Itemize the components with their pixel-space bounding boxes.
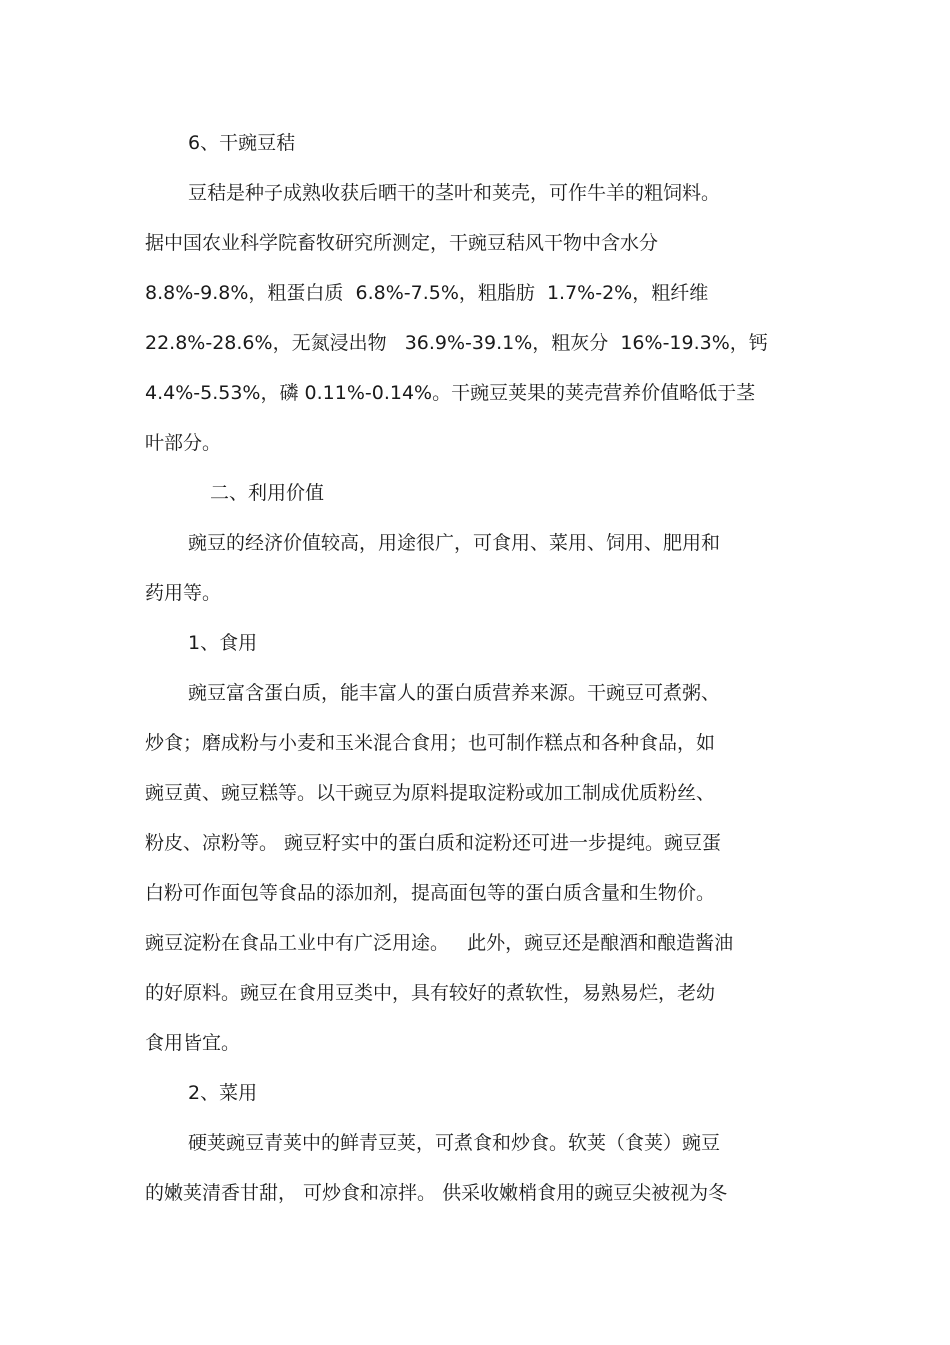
paragraph-line: 4.4%-5.53%，磷 0.11%-0.14%。干豌豆荚果的荚壳营养价值略低于茎 <box>145 382 756 404</box>
paragraph-line: 豆秸是种子成熟收获后晒干的茎叶和荚壳，可作牛羊的粗饲料。 <box>188 182 721 204</box>
paragraph-line: 据中国农业科学院畜牧研究所测定，干豌豆秸风干物中含水分 <box>145 232 659 254</box>
paragraph-line: 豌豆的经济价值较高，用途很广，可食用、菜用、饲用、肥用和 <box>188 532 721 554</box>
paragraph-line: 粉皮、凉粉等。 豌豆籽实中的蛋白质和淀粉还可进一步提纯。豌豆蛋 <box>145 832 722 854</box>
paragraph-line: 豌豆富含蛋白质，能丰富人的蛋白质营养来源。干豌豆可煮粥、 <box>188 682 721 704</box>
paragraph-line: 炒食；磨成粉与小麦和玉米混合食用；也可制作糕点和各种食品，如 <box>145 732 716 754</box>
paragraph-line: 22.8%-28.6%，无氮浸出物 36.9%-39.1%，粗灰分 16%-19.3%，钙 <box>145 332 768 354</box>
paragraph-line: 8.8%-9.8%，粗蛋白质 6.8%-7.5%，粗脂肪 1.7%-2%，粗纤维 <box>145 282 709 304</box>
paragraph-line: 叶部分。 <box>145 432 222 454</box>
paragraph-line: 的嫩荚清香甘甜， 可炒食和凉拌。 供采收嫩梢食用的豌豆尖被视为冬 <box>145 1182 728 1204</box>
paragraph-line: 硬荚豌豆青荚中的鲜青豆荚，可煮食和炒食。软荚（食荚）豌豆 <box>188 1132 721 1154</box>
paragraph-line: 豌豆黄、豌豆糕等。以干豌豆为原料提取淀粉或加工制成优质粉丝、 <box>145 782 716 804</box>
paragraph-line: 的好原料。豌豆在食用豆类中，具有较好的煮软性，易熟易烂，老幼 <box>145 982 716 1004</box>
paragraph-line: 豌豆淀粉在食品工业中有广泛用途。 此外，豌豆还是酿酒和酿造酱油 <box>145 932 734 954</box>
section-heading-food-use: 1、食用 <box>188 632 258 654</box>
section-heading-utilization-value: 二、利用价值 <box>210 482 325 504</box>
section-heading-vegetable-use: 2、菜用 <box>188 1082 258 1104</box>
paragraph-line: 白粉可作面包等食品的添加剂，提高面包等的蛋白质含量和生物价。 <box>145 882 716 904</box>
paragraph-line: 食用皆宜。 <box>145 1032 241 1054</box>
section-heading-dry-pea-straw: 6、干豌豆秸 <box>188 132 296 154</box>
paragraph-line: 药用等。 <box>145 582 222 604</box>
